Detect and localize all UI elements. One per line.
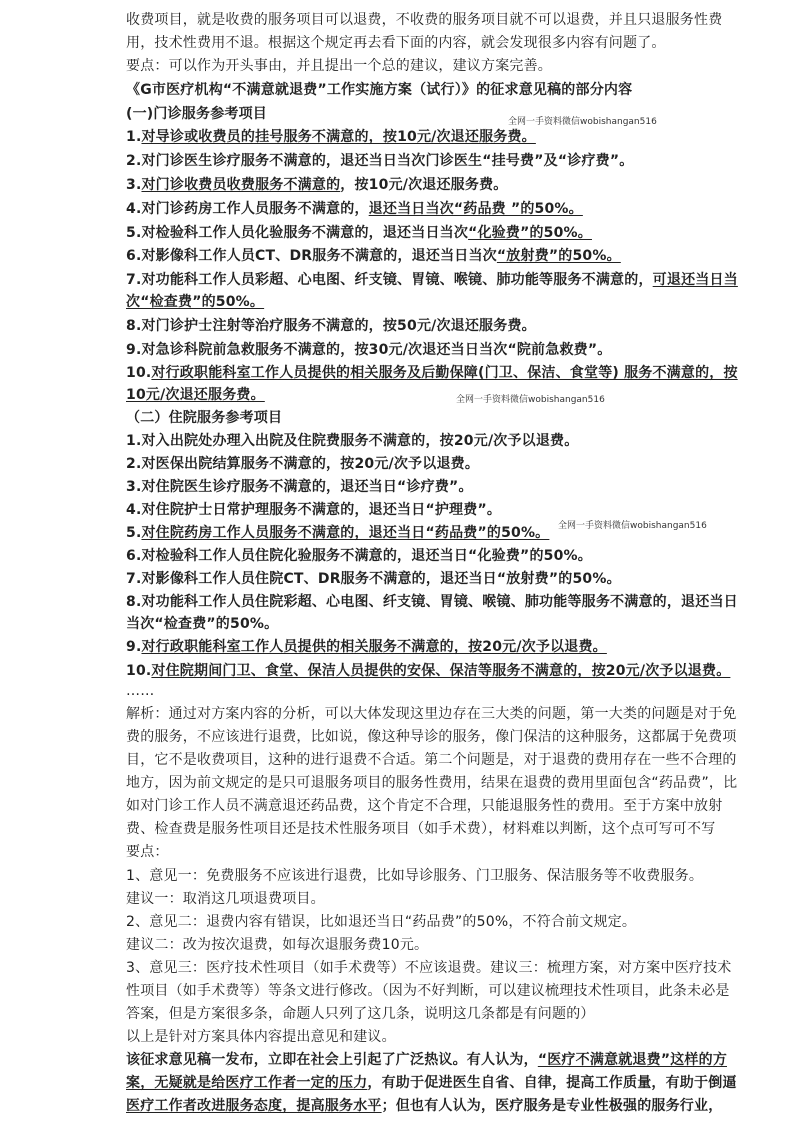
suggestion-line: 建议二：改为按次退费，如每次退服务费10元。 bbox=[126, 937, 429, 953]
outpatient-item bbox=[126, 127, 536, 147]
document-title: 《G市医疗机构“不满意就退费”工作实施方案（试行）》的征求意见稿的部分内容 bbox=[126, 82, 633, 98]
item-number: 10. bbox=[126, 365, 152, 381]
analysis-line: 费、检查费是服务性项目还是技术性服务项目（如手术费），材料难以判断，这个点可写可不写 bbox=[126, 821, 716, 837]
analysis-line: 要点： bbox=[126, 844, 169, 860]
intro-line: 收费项目，就是收费的服务项目可以退费，不收费的服务项目就不可以退费，并且只退服务性费 bbox=[126, 12, 723, 28]
analysis-line: 地方，因为前文规定的是只可退服务项目的服务性费用，结果在退费的费用里面包含“药品费”，比 bbox=[126, 775, 738, 791]
item-text: “放射费”的50%。 bbox=[496, 248, 621, 264]
inpatient-item: 7.对影像科工作人员住院CT、DR服务不满意的，退还当日“放射费”的50%。 bbox=[126, 571, 621, 587]
watermark: 全网一手资料微信wobishangan516 bbox=[558, 521, 707, 531]
closing-text: ；但也有人认为，医疗服务是专业性极强的服务行业， bbox=[381, 1098, 723, 1114]
outpatient-item: 9.对急诊科院前急救服务不满意的，按30元/次退还当日当次“院前急救费”。 bbox=[126, 342, 612, 358]
outpatient-item-continued: 10元/次退还服务费。 bbox=[126, 387, 265, 403]
outpatient-item bbox=[126, 270, 738, 290]
closing-text: 案，无疑就是给医疗工作者一定的压力 bbox=[126, 1075, 368, 1091]
item-text: 对行政职能科室工作人员提供的相关服务不满意的，按20元/次予以退费。 bbox=[141, 639, 607, 655]
closing-line bbox=[126, 1073, 737, 1093]
analysis-line: 如对门诊工作人员不满意退还药品费，这个肯定不合理，只能退服务性的费用。至于方案中放射 bbox=[126, 798, 723, 814]
item-text: 6.对影像科工作人员CT、DR服务不满意的，退还当日当次 bbox=[126, 248, 497, 264]
suggestion-line: 建议一：取消这几项退费项目。 bbox=[126, 891, 325, 907]
item-number: 3. bbox=[126, 177, 142, 193]
outpatient-item: 8.对门诊护士注射等治疗服务不满意的，按50元/次退还服务费。 bbox=[126, 318, 536, 334]
inpatient-item: 3.对住院医生诊疗服务不满意的，退还当日“诊疗费”。 bbox=[126, 479, 473, 495]
summary-line: 以上是针对方案具体内容提出意见和建议。 bbox=[126, 1029, 396, 1045]
inpatient-item-continued: 当次“检查费”的50%。 bbox=[126, 616, 279, 632]
analysis-line: 解析：通过对方案内容的分析，可以大体发现这里边存在三大类的问题，第一大类的问题是对于免 bbox=[126, 706, 737, 722]
item-text: 5.对检验科工作人员化验服务不满意的，退还当日当次 bbox=[126, 225, 469, 241]
ellipsis: …… bbox=[126, 683, 155, 699]
inpatient-item: 1.对入出院处办理入出院及住院费服务不满意的，按20元/次予以退费。 bbox=[126, 433, 579, 449]
item-text: 对住院药房工作人员服务不满意的，退还当日“药品费”的50%。 bbox=[141, 525, 550, 541]
outpatient-item bbox=[126, 199, 583, 219]
opinion-line: 1、意见一：免费服务不应该进行退费，比如导诊服务、门卫服务、保洁服务等不收费服务。 bbox=[126, 868, 704, 884]
item-number: 10. bbox=[126, 663, 152, 679]
closing-text: 医疗工作者改进服务态度，提高服务水平 bbox=[126, 1098, 382, 1114]
inpatient-item: 2.对医保出院结算服务不满意的，按20元/次予以退费。 bbox=[126, 456, 480, 472]
closing-text: ，有助于促进医生自省、自律，提高工作质量，有助于倒逼 bbox=[367, 1075, 737, 1091]
outpatient-item bbox=[126, 363, 738, 383]
item-text: 7.对功能科工作人员彩超、心电图、纤支镜、胃镜、喉镜、肺功能等服务不满意的， bbox=[126, 272, 653, 288]
item-text: “化验费”的50%。 bbox=[468, 225, 592, 241]
inpatient-item: 6.对检验科工作人员住院化验服务不满意的，退还当日“化验费”的50%。 bbox=[126, 548, 592, 564]
analysis-line: 费的服务，不应该进行退费，比如说，像这种导诊的服务，像门保洁的这种服务，这都属于免费项 bbox=[126, 729, 737, 745]
item-text: 对行政职能科室工作人员提供的相关服务及后勤保障(门卫、保洁、食堂等) 服务不满意的，按 bbox=[151, 365, 738, 381]
closing-line bbox=[126, 1096, 722, 1116]
item-text: 对住院期间门卫、食堂、保洁人员提供的安保、保洁等服务不满意的，按20元/次予以退费。 bbox=[151, 663, 731, 679]
outpatient-item-continued: 次“检查费”的50%。 bbox=[126, 294, 265, 310]
outpatient-item bbox=[126, 246, 621, 266]
item-text: 对导诊或收费员的挂号服务不满意的，按10元/次退还服务费。 bbox=[141, 129, 536, 145]
closing-line bbox=[126, 1050, 727, 1070]
watermark: 全网一手资料微信wobishangan516 bbox=[508, 117, 657, 127]
inpatient-item bbox=[126, 661, 730, 681]
item-number: 1. bbox=[126, 129, 142, 145]
inpatient-item: 8.对功能科工作人员住院彩超、心电图、纤支镜、胃镜、喉镜、肺功能等服务不满意的，退还当日 bbox=[126, 594, 738, 610]
intro-line: 用，技术性费用不退。根据这个规定再去看下面的内容，就会发现很多内容有问题了。 bbox=[126, 35, 666, 51]
closing-text: 该征求意见稿一发布，立即在社会上引起了广泛热议。有人认为， bbox=[126, 1052, 538, 1068]
inpatient-item: 4.对住院护士日常护理服务不满意的，退还当日“护理费”。 bbox=[126, 502, 502, 518]
outpatient-heading: (一)门诊服务参考项目 bbox=[126, 106, 267, 122]
item-number: 5. bbox=[126, 525, 142, 541]
inpatient-item bbox=[126, 523, 549, 543]
opinion-line: 答案，但是方案很多条，命题人只列了这几条，说明这几条都是有问题的） bbox=[126, 1006, 595, 1022]
outpatient-item bbox=[126, 223, 592, 243]
inpatient-heading: （二）住院服务参考项目 bbox=[126, 410, 283, 426]
item-text: 可退还当日当 bbox=[652, 272, 738, 288]
item-text: 4.对门诊药房工作人员服务不满意的， bbox=[126, 201, 369, 217]
item-text: 退还当日当次“药品费 ”的50%。 bbox=[368, 201, 583, 217]
item-text: ，按10元/次退还服务费。 bbox=[340, 177, 508, 193]
analysis-line: 目，它不是收费项目，这种的进行退费不合适。第二个问题是，对于退费的费用存在一些不合理的 bbox=[126, 752, 737, 768]
inpatient-item bbox=[126, 637, 607, 657]
item-number: 9. bbox=[126, 639, 142, 655]
opinion-line: 性项目（如手术费等）等条文进行修改。（因为不好判断，可以建议梳理技术性项目，此条未必是 bbox=[126, 983, 730, 999]
closing-text: “医疗不满意就退费”这样的方 bbox=[537, 1052, 728, 1068]
intro-line: 要点：可以作为开头事由，并且提出一个总的建议，建议方案完善。 bbox=[126, 58, 552, 74]
item-text: 对门诊收费员收费服务不满意的 bbox=[141, 177, 341, 193]
watermark: 全网一手资料微信wobishangan516 bbox=[456, 395, 605, 405]
opinion-line: 2、意见二：退费内容有错误，比如退还当日“药品费”的50%，不符合前文规定。 bbox=[126, 914, 637, 930]
opinion-line: 3、意见三：医疗技术性项目（如手术费等）不应该退费。建议三：梳理方案，对方案中医疗技术 bbox=[126, 960, 732, 976]
outpatient-item: 2.对门诊医生诊疗服务不满意的，退还当日当次门诊医生“挂号费”及“诊疗费”。 bbox=[126, 153, 634, 169]
outpatient-item bbox=[126, 175, 507, 195]
